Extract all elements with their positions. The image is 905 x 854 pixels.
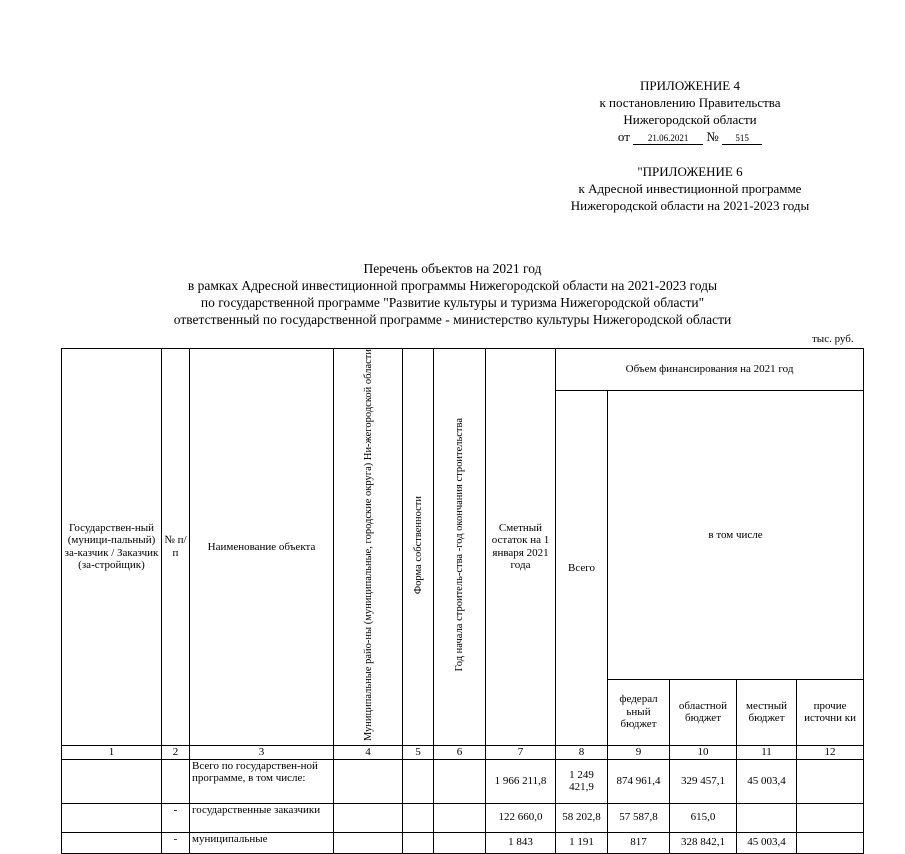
cell-federal: 817 — [608, 832, 670, 853]
header-district — [334, 349, 403, 746]
col-number: 11 — [737, 745, 797, 759]
cell-customer — [62, 803, 162, 832]
cell-other — [797, 803, 864, 832]
cell-name: Всего по государствен-ной программе, в том числе: — [190, 759, 334, 803]
cell-regional: 615,0 — [670, 803, 737, 832]
cell-years — [434, 759, 486, 803]
cell-regional: 329 457,1 — [670, 759, 737, 803]
header-ownership — [403, 349, 434, 746]
cell-name: государственные заказчики — [190, 803, 334, 832]
header-years-text: Год начала строитель-ства -год окончания строительства — [454, 418, 465, 672]
col-number: 9 — [608, 745, 670, 759]
title-line-1: Перечень объектов на 2021 год — [363, 261, 542, 276]
column-numbers-row — [62, 745, 864, 759]
header-ownership-text: Форма собственности — [412, 495, 424, 595]
col-number: 4 — [334, 745, 403, 759]
col-number: 7 — [486, 745, 556, 759]
col-number: 2 — [162, 745, 190, 759]
cell-customer — [62, 759, 162, 803]
cell-num: - — [162, 803, 190, 832]
table-row — [62, 759, 864, 803]
col-number: 12 — [797, 745, 864, 759]
header-total: Всего — [556, 391, 608, 746]
resolution-date: 21.06.2021 — [633, 133, 703, 145]
cell-other — [797, 832, 864, 853]
cell-ownership — [403, 803, 434, 832]
cell-district — [334, 759, 403, 803]
cell-total: 1 191 — [556, 832, 608, 853]
appendix-4-title: ПРИЛОЖЕНИЕ 4 — [640, 78, 740, 93]
header-federal: федерал ьный бюджет — [608, 679, 670, 745]
cell-local: 45 003,4 — [737, 759, 797, 803]
units-label: тыс. руб. — [812, 333, 854, 345]
appendix-6-title: "ПРИЛОЖЕНИЕ 6 — [637, 164, 743, 179]
appendix-6-line2: Нижегородской области на 2021-2023 годы — [570, 198, 810, 213]
appendix-4-line1: к постановлению Правительства — [599, 95, 781, 110]
header-name: Наименование объекта — [190, 349, 334, 746]
cell-district — [334, 803, 403, 832]
header-local: местный бюджет — [737, 679, 797, 745]
appendix-6-line1: к Адресной инвестиционной программе — [578, 181, 802, 196]
cell-balance: 1 966 211,8 — [486, 759, 556, 803]
col-number: 5 — [403, 745, 434, 759]
col-number: 10 — [670, 745, 737, 759]
from-label: от — [617, 129, 630, 144]
cell-ownership — [403, 832, 434, 853]
cell-total: 58 202,8 — [556, 803, 608, 832]
cell-total: 1 249 421,9 — [556, 759, 608, 803]
col-number: 3 — [190, 745, 334, 759]
header-other: прочие источни ки — [797, 679, 864, 745]
cell-years — [434, 803, 486, 832]
title-line-2: в рамках Адресной инвестиционной программы Нижегородской области на 2021-2023 годы — [187, 278, 718, 293]
table-row — [62, 832, 864, 853]
cell-num — [162, 759, 190, 803]
header-years — [434, 349, 486, 746]
col-number: 1 — [62, 745, 162, 759]
cell-local — [737, 803, 797, 832]
cell-federal: 874 961,4 — [608, 759, 670, 803]
appendix-4-date-line — [555, 128, 825, 145]
cell-name: муниципальные — [190, 832, 334, 853]
appendix-4-line2: Нижегородской области — [623, 112, 757, 127]
cell-regional: 328 842,1 — [670, 832, 737, 853]
title-line-4: ответственный по государственной программе - министерство культуры Нижегородской области — [173, 312, 732, 327]
cell-district — [334, 832, 403, 853]
header-customer: Государствен-ный (муници-пальный) за-казчик / Заказчик (за-стройщик) — [62, 349, 162, 746]
header-funding: Объем финансирования на 2021 год — [556, 349, 864, 391]
header-num: № п/п — [162, 349, 190, 746]
appendix-4-header — [555, 77, 825, 145]
cell-federal: 57 587,8 — [608, 803, 670, 832]
title-line-3: по государственной программе "Развитие культуры и туризма Нижегородской области" — [200, 295, 705, 310]
cell-years — [434, 832, 486, 853]
table-row — [62, 803, 864, 832]
col-number: 8 — [556, 745, 608, 759]
resolution-number: 515 — [722, 133, 762, 145]
cell-customer — [62, 832, 162, 853]
header-regional: областной бюджет — [670, 679, 737, 745]
header-district-text: Муниципальные райо-ны (муниципальные, городские округа) Ни-жегородской области — [362, 349, 374, 742]
cell-other — [797, 759, 864, 803]
cell-ownership — [403, 759, 434, 803]
appendix-6-header — [540, 163, 840, 214]
cell-num: - — [162, 832, 190, 853]
document-title — [60, 260, 845, 328]
header-including: в том числе — [608, 391, 864, 680]
cell-balance: 122 660,0 — [486, 803, 556, 832]
number-label: № — [706, 129, 719, 144]
col-number: 6 — [434, 745, 486, 759]
header-balance: Сметный остаток на 1 января 2021 года — [486, 349, 556, 746]
cell-local: 45 003,4 — [737, 832, 797, 853]
cell-balance: 1 843 — [486, 832, 556, 853]
objects-table — [61, 348, 864, 854]
